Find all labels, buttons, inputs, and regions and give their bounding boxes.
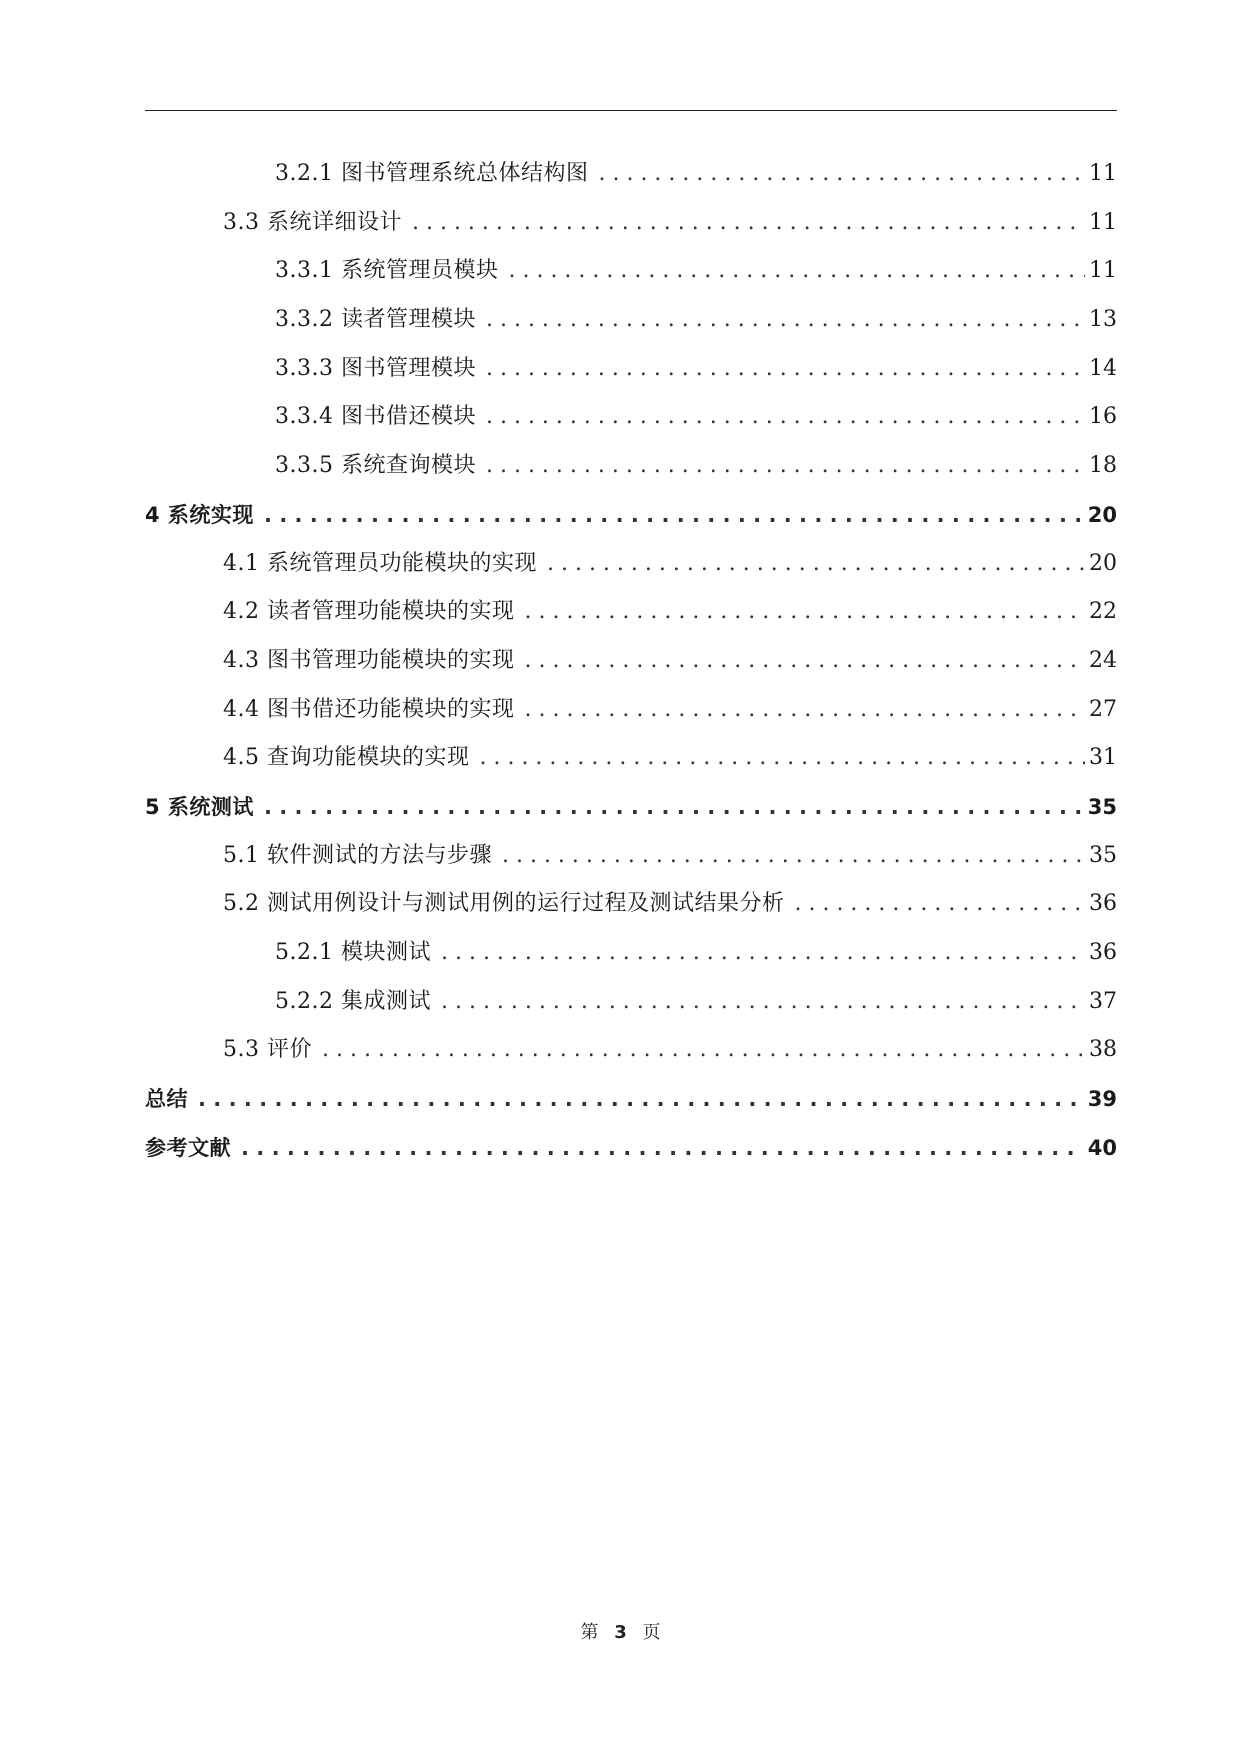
toc-leader-dots: [598, 150, 1085, 199]
toc-leader-dots: [524, 686, 1085, 735]
toc-entry[interactable]: [145, 686, 1117, 735]
toc-entry-label: 参考文献: [145, 1135, 231, 1160]
toc-entry-label: 3.3.3 图书管理模块: [275, 355, 476, 381]
toc-entry[interactable]: [145, 345, 1117, 394]
toc-entry-page-number: 14: [1089, 355, 1117, 381]
toc-leader-dots: [412, 199, 1085, 248]
table-of-contents: [145, 150, 1117, 1172]
toc-entry-label: 3.3 系统详细设计: [223, 209, 402, 235]
toc-entry-page-number: 35: [1089, 842, 1117, 868]
toc-entry-label: 3.3.2 读者管理模块: [275, 307, 476, 333]
toc-leader-dots: [524, 588, 1085, 637]
toc-leader-dots: [241, 1124, 1084, 1173]
toc-entry-page-number: 18: [1089, 453, 1117, 479]
toc-entry-page-number: 11: [1089, 161, 1117, 186]
toc-entry[interactable]: [145, 637, 1117, 686]
toc-entry[interactable]: [145, 783, 1117, 832]
page-footer: [0, 1618, 1241, 1644]
toc-entry-label: 3.3.4 图书借还模块: [275, 404, 476, 430]
toc-entry-page-number: 31: [1089, 745, 1117, 771]
toc-leader-dots: [486, 296, 1085, 345]
toc-entry-page-number: 16: [1089, 404, 1117, 430]
toc-entry-label: 5 系统测试: [145, 794, 254, 819]
toc-entry[interactable]: [145, 150, 1117, 199]
toc-entry-label: 4.3 图书管理功能模块的实现: [223, 647, 515, 673]
toc-leader-dots: [441, 978, 1085, 1027]
toc-entry-label: 4.5 查询功能模块的实现: [223, 745, 470, 771]
header-rule: [145, 110, 1117, 111]
toc-entry-label: 总结: [145, 1087, 188, 1112]
toc-entry[interactable]: [145, 588, 1117, 637]
footer-prefix: 第: [580, 1622, 599, 1643]
toc-entry-label: 4.4 图书借还功能模块的实现: [223, 696, 515, 722]
toc-entry[interactable]: [145, 296, 1117, 345]
toc-leader-dots: [198, 1075, 1084, 1124]
toc-entry-label: 4 系统实现: [145, 502, 254, 527]
toc-entry-page-number: 38: [1089, 1037, 1117, 1063]
toc-entry-page-number: 39: [1087, 1087, 1117, 1112]
toc-entry-label: 3.3.1 系统管理员模块: [275, 258, 499, 284]
toc-entry-page-number: 22: [1089, 599, 1117, 625]
toc-entry-label: 5.1 软件测试的方法与步骤: [223, 842, 492, 868]
toc-entry-page-number: 37: [1089, 988, 1117, 1014]
toc-entry-page-number: 40: [1087, 1135, 1117, 1160]
toc-entry[interactable]: [145, 393, 1117, 442]
footer-page-number: 3: [614, 1622, 627, 1643]
toc-entry-page-number: 11: [1089, 258, 1117, 284]
footer-suffix: 页: [642, 1622, 661, 1643]
toc-entry[interactable]: [145, 929, 1117, 978]
toc-entry-page-number: 11: [1089, 209, 1117, 235]
toc-leader-dots: [524, 637, 1085, 686]
toc-entry-label: 5.2.1 模块测试: [275, 940, 431, 965]
toc-leader-dots: [486, 442, 1085, 491]
toc-leader-dots: [794, 880, 1085, 929]
toc-entry[interactable]: [145, 1075, 1117, 1124]
toc-entry[interactable]: [145, 1124, 1117, 1173]
toc-leader-dots: [264, 783, 1084, 832]
toc-entry-page-number: 36: [1089, 940, 1117, 965]
toc-entry-page-number: 36: [1089, 891, 1117, 917]
toc-entry-page-number: 24: [1089, 647, 1117, 673]
toc-leader-dots: [547, 540, 1085, 589]
toc-entry-page-number: 20: [1089, 550, 1117, 576]
toc-entry[interactable]: [145, 734, 1117, 783]
toc-entry-label: 5.2.2 集成测试: [275, 988, 431, 1014]
toc-entry-page-number: 13: [1089, 307, 1117, 333]
toc-leader-dots: [322, 1026, 1085, 1075]
toc-entry[interactable]: [145, 1026, 1117, 1075]
toc-entry[interactable]: [145, 978, 1117, 1027]
toc-entry[interactable]: [145, 442, 1117, 491]
toc-entry[interactable]: [145, 491, 1117, 540]
toc-leader-dots: [486, 345, 1085, 394]
toc-leader-dots: [508, 247, 1085, 296]
toc-entry-page-number: 20: [1087, 502, 1117, 527]
toc-entry-label: 5.2 测试用例设计与测试用例的运行过程及测试结果分析: [223, 891, 785, 917]
toc-leader-dots: [502, 832, 1085, 881]
toc-leader-dots: [479, 734, 1085, 783]
toc-entry-label: 5.3 评价: [223, 1037, 312, 1063]
toc-entry[interactable]: [145, 199, 1117, 248]
toc-entry[interactable]: [145, 832, 1117, 881]
toc-entry-label: 3.3.5 系统查询模块: [275, 453, 476, 479]
toc-entry-label: 4.2 读者管理功能模块的实现: [223, 599, 515, 625]
toc-entry-label: 4.1 系统管理员功能模块的实现: [223, 550, 537, 576]
toc-entry[interactable]: [145, 880, 1117, 929]
toc-entry-label: 3.2.1 图书管理系统总体结构图: [275, 161, 589, 186]
toc-entry[interactable]: [145, 540, 1117, 589]
toc-leader-dots: [486, 393, 1085, 442]
toc-leader-dots: [441, 929, 1085, 978]
toc-entry[interactable]: [145, 247, 1117, 296]
toc-entry-page-number: 27: [1089, 696, 1117, 722]
toc-leader-dots: [264, 491, 1084, 540]
toc-entry-page-number: 35: [1087, 794, 1117, 819]
